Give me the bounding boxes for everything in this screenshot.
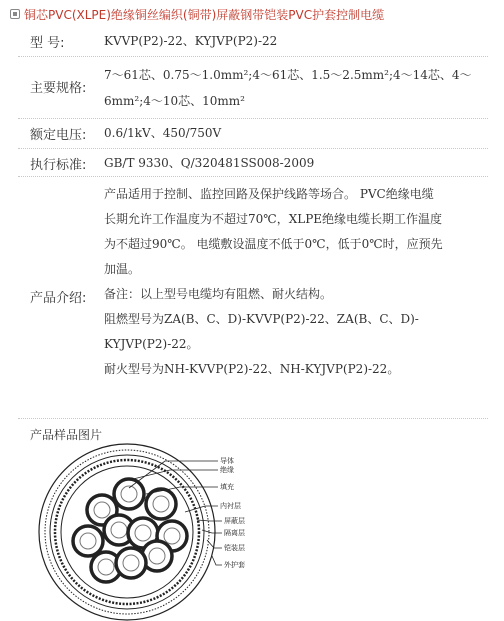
main-spec-label: 主要规格: [30,81,87,96]
voltage-label: 额定电压: [30,128,87,143]
intro-line: 长期允许工作温度为不超过70℃，XLPE绝缘电缆长期工作温度 [104,212,443,226]
spec-row-model [18,28,488,54]
intro-line: 阻燃型号为ZA(B、C、D)-KVVP(P2)-22、ZA(B、C、D)- [104,312,419,326]
core [116,548,146,578]
cable-cross-section-diagram [0,440,504,621]
diagram-label-filler: 填充 [220,483,234,491]
spec-row-standard [18,150,488,176]
core [73,526,103,556]
intro-label: 产品介绍: [30,291,87,306]
main-spec-line: 7～61芯、0.75～1.0mm²;4～61芯、1.5～2.5mm²;4～14芯、4～ [104,68,472,82]
spec-row-main [18,58,488,116]
diagram-label-shield: 屏蔽层 [224,517,245,525]
divider [18,148,488,149]
diagram-label-isolation: 隔离层 [224,529,245,537]
divider [18,118,488,119]
intro-line: 加温。 [104,262,141,276]
divider [18,176,488,177]
spec-row-voltage [18,120,488,146]
intro-line: 耐火型号为NH-KVVP(P2)-22、NH-KYJVP(P2)-22。 [104,362,400,376]
product-title [10,4,384,24]
divider [18,418,488,419]
diagram-label-conductor: 导体 [220,457,234,465]
model-label: 型 号: [30,36,65,51]
intro-line: 产品适用于控制、监控回路及保护线路等场合。 PVC绝缘电缆 [104,187,434,201]
diagram-label-armor: 铠装层 [224,544,245,552]
intro-line: KYJVP(P2)-22。 [104,337,199,351]
bullet-icon [10,9,20,19]
voltage-value: 0.6/1kV、450/750V [104,126,222,140]
product-title-text: 铜芯PVC(XLPE)绝缘铜丝编织(铜带)屏蔽钢带铠装PVC护套控制电缆 [24,7,385,22]
main-spec-value [104,62,478,114]
divider [18,56,488,57]
core [114,479,144,509]
intro-line: 为不超过90℃。 电缆敷设温度不低于0℃，低于0℃时，应预先 [104,237,443,251]
standard-value: GB/T 9330、Q/320481SS008-2009 [104,156,315,170]
intro-text [104,182,478,382]
intro-line: 备注：以上型号电缆均有阻燃、耐火结构。 [104,287,333,301]
core [146,489,176,519]
standard-label: 执行标准: [30,158,87,173]
diagram-label-inner-lining: 内衬层 [220,502,241,510]
diagram-label-outer-sheath: 外护套 [224,561,245,569]
model-value: KVVP(P2)-22、KYJVP(P2)-22 [104,34,278,48]
main-spec-line: 6mm²;4～10芯、10mm² [104,94,245,108]
spec-row-intro [18,178,488,416]
sample-section-title: 产品样品图片 [30,428,103,442]
diagram-label-insulation: 绝缘 [220,466,234,474]
